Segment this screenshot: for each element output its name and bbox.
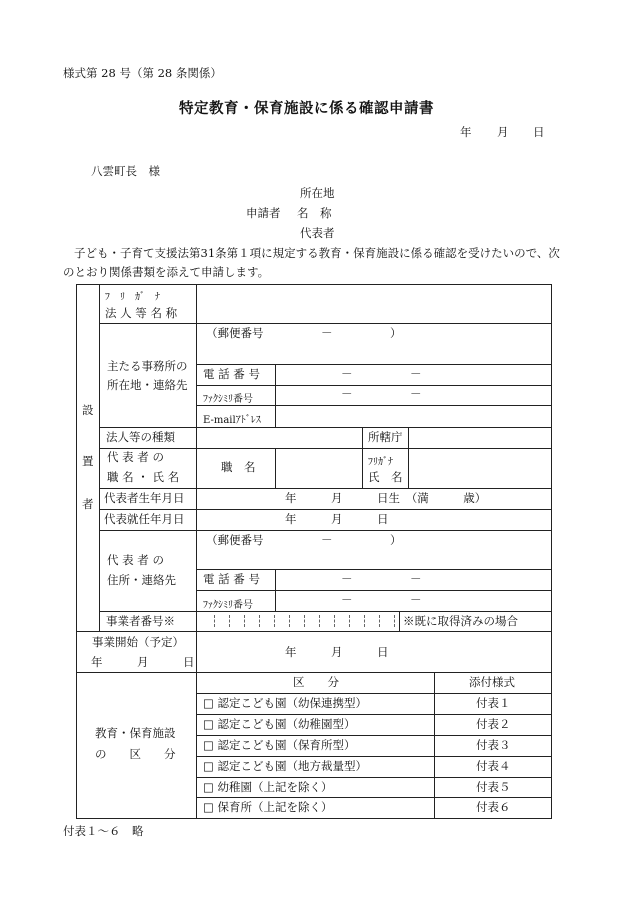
applicant-rep-label: 代表者 xyxy=(300,226,335,240)
intro-line-2: のとおり関係書類を添えて申請します。 xyxy=(63,265,270,279)
category-row-2[interactable]: □ 認定こども園（幼稚園型） xyxy=(203,717,356,731)
rep-addr-label-2: 住所・連絡先 xyxy=(107,573,176,587)
form-number: 様式第 28 号（第 28 条関係） xyxy=(63,66,222,80)
business-no-note: ※既に取得済みの場合 xyxy=(403,614,518,628)
addressee: 八雲町長 様 xyxy=(91,164,160,178)
category-row-4[interactable]: □ 認定こども園（地方裁量型） xyxy=(203,759,368,773)
birth-label: 代表者生年月日 xyxy=(104,491,185,505)
category-row-5[interactable]: □ 幼稚園（上記を除く） xyxy=(203,780,333,794)
attachment-6: 付表６ xyxy=(476,800,511,814)
office-fax-dash-2: － xyxy=(410,387,422,401)
office-label-2: 所在地・連絡先 xyxy=(107,378,188,392)
office-postal: （郵便番号 － ） xyxy=(206,326,402,340)
date-month: 月 xyxy=(497,125,509,139)
rep-fax-dash-2: － xyxy=(410,593,422,607)
office-email-label: E-mailｱﾄﾞﾚｽ xyxy=(203,415,261,426)
category-row-3[interactable]: □ 認定こども園（保育所型） xyxy=(203,738,356,752)
page-title: 特定教育・保育施設に係る確認申請書 xyxy=(179,100,434,117)
attachment-5: 付表５ xyxy=(476,780,511,794)
facility-label-2: の 区 分 xyxy=(95,747,176,761)
office-tel-label: 電 話 番 号 xyxy=(203,367,260,381)
start-label-2: 年 月 日 xyxy=(91,655,195,669)
side-label-2: 置 xyxy=(82,454,94,468)
intro-line-1: 子ども・子育て支援法第31条第１項に規定する教育・保育施設に係る確認を受けたいので、次 xyxy=(74,246,560,260)
rep-fax-dash-1: － xyxy=(341,593,353,607)
office-tel-dash-2: － xyxy=(410,367,422,381)
corp-type-label: 法人等の種類 xyxy=(106,430,175,444)
category-header: 区 分 xyxy=(293,675,339,689)
side-label-1: 設 xyxy=(82,403,94,417)
rep-label-2: 職 名 ・ 氏 名 xyxy=(107,470,180,484)
rep-tel-dash-2: － xyxy=(410,572,422,586)
office-fax-dash-1: － xyxy=(341,387,353,401)
side-label-3: 者 xyxy=(82,497,94,511)
rep-fax-label: ﾌｧｸｼﾐﾘ番号 xyxy=(203,600,253,611)
rep-addr-label-1: 代 表 者 の xyxy=(107,553,164,567)
rep-name-label: 氏 名 xyxy=(368,470,403,484)
attachment-2: 付表２ xyxy=(476,717,511,731)
attachment-header: 添付様式 xyxy=(469,675,515,689)
furigana-label: ﾌ ﾘ ｶﾞ ﾅ xyxy=(105,292,160,303)
category-row-1[interactable]: □ 認定こども園（幼保連携型） xyxy=(203,696,368,710)
rep-furigana-label: ﾌﾘｶﾞﾅ xyxy=(368,457,393,468)
rep-postal: （郵便番号 － ） xyxy=(206,533,402,547)
attachment-3: 付表３ xyxy=(476,738,511,752)
rep-label-1: 代 表 者 の xyxy=(107,450,164,464)
applicant-address-label: 所在地 xyxy=(300,186,335,200)
corp-name-field[interactable] xyxy=(198,286,550,322)
office-fax-label: ﾌｧｸｼﾐﾘ番号 xyxy=(203,394,253,405)
business-no-label: 事業者番号※ xyxy=(106,614,175,628)
footnote: 付表１～６ 略 xyxy=(63,824,144,838)
applicant-name-label: 名 称 xyxy=(297,206,332,220)
rep-tel-label: 電 話 番 号 xyxy=(203,572,260,586)
office-label-1: 主たる事務所の xyxy=(107,359,188,373)
category-row-6[interactable]: □ 保育所（上記を除く） xyxy=(203,800,333,814)
office-tel-dash-1: － xyxy=(341,367,353,381)
facility-label-1: 教育・保育施設 xyxy=(95,726,176,740)
applicant-heading: 申請者 xyxy=(246,206,281,220)
rep-tel-dash-1: － xyxy=(341,572,353,586)
date-year: 年 xyxy=(460,125,472,139)
appointed-value: 年 月 日 xyxy=(285,512,389,526)
start-value: 年 月 日 xyxy=(285,645,389,659)
attachment-4: 付表４ xyxy=(476,759,511,773)
rep-position-label: 職 名 xyxy=(221,460,256,474)
birth-value: 年 月 日生 （満 歳） xyxy=(285,491,487,505)
date-day: 日 xyxy=(533,125,545,139)
attachment-1: 付表１ xyxy=(476,696,511,710)
authority-label: 所轄庁 xyxy=(368,430,403,444)
appointed-label: 代表就任年月日 xyxy=(104,512,185,526)
start-label-1: 事業開始（予定） xyxy=(92,635,184,649)
corp-name-label: 法 人 等 名 称 xyxy=(105,306,178,320)
